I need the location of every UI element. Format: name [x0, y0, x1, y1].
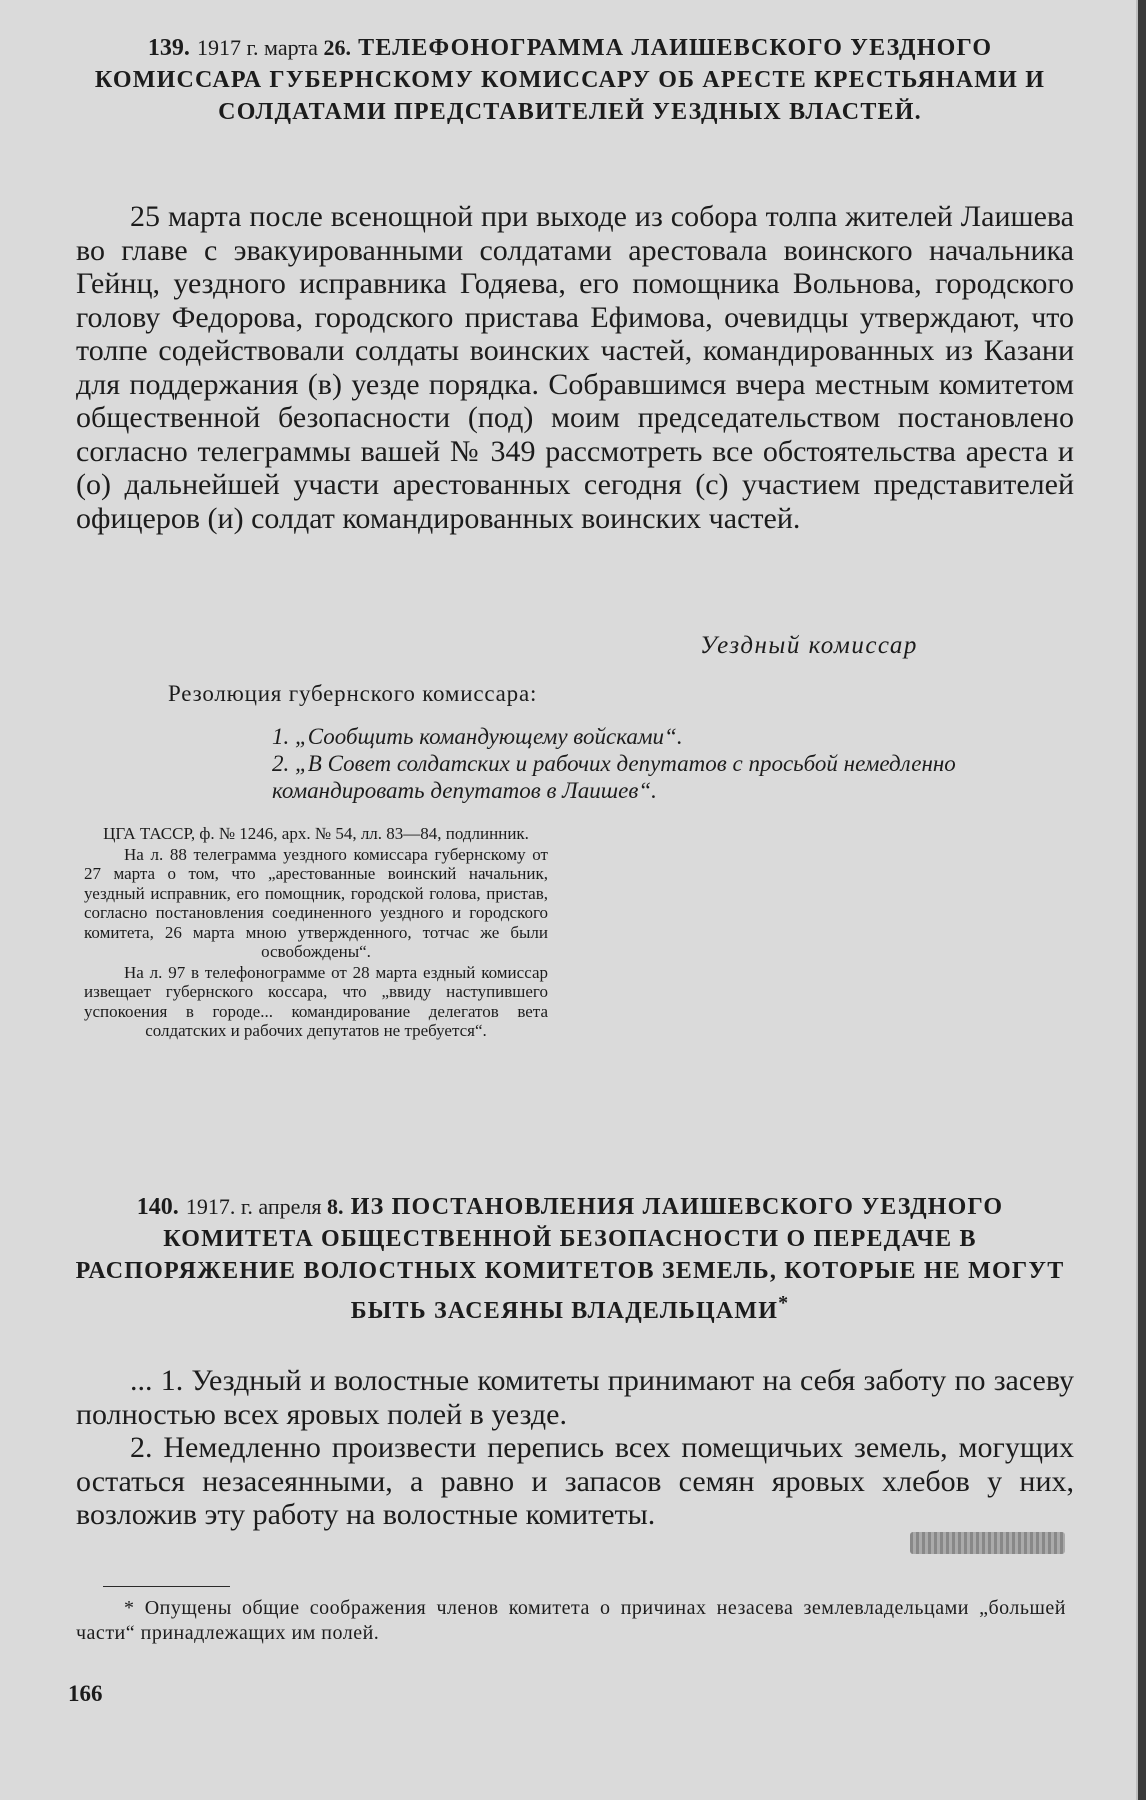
- document-number: 139.: [147, 35, 190, 61]
- document-date: [186, 1194, 344, 1219]
- body-paragraph: 2. Немедленно произвести перепись всех помещичьих земель, могущих остаться незасеянными, а равно и запасов семян яровых хлебов у них, возложив эту работу на волостные комитеты.: [76, 1431, 1074, 1531]
- document-139-body: [76, 200, 1074, 535]
- archive-note: На л. 88 телеграмма уездного комиссара губернскому от 27 марта о том, что „арестованные воинский начальник, уездный исправник, его помощник, городской голова, пристав, согласно постановления соединенного уездного и городского комитета, 26 марта мною утвержденного, тотчас же были освобождены“.: [84, 844, 548, 961]
- date-day: 26.: [323, 35, 351, 60]
- footnote-divider: [103, 1586, 230, 1587]
- footnote: [76, 1596, 1066, 1646]
- document-139-heading: [70, 32, 1070, 128]
- resolution-item: 1. „Сообщить командующему войсками“.: [272, 724, 683, 749]
- archive-notes: [84, 824, 548, 1041]
- library-stamp: [910, 1532, 1065, 1554]
- footnote-marker: *: [778, 1292, 790, 1314]
- document-number: 140.: [136, 1194, 179, 1220]
- date-day: 8.: [327, 1194, 344, 1219]
- resolution-item: 2. „В Совет солдатских и рабочих депутатов с просьбой немедленно командировать депутатов в Лаишев“.: [272, 751, 956, 803]
- document-title: ИЗ ПОСТАНОВЛЕНИЯ ЛАИШЕВСКОГО УЕЗДНОГО КОМИТЕТА ОБЩЕСТВЕННОЙ БЕЗОПАСНОСТИ О ПЕРЕДАЧЕ В РАСПОРЯЖЕНИЕ ВОЛОСТНЫХ КОМИТЕТОВ ЗЕМЕЛЬ, КОТОРЫЕ НЕ МОГУТ БЫТЬ ЗАСЕЯНЫ ВЛАДЕЛЬЦАМИ: [75, 1194, 1065, 1324]
- date-prefix: 1917. г. апреля: [185, 1194, 322, 1219]
- signature: Уездный комиссар: [700, 632, 918, 659]
- page-number: 166: [68, 1681, 103, 1706]
- document-140-heading: [70, 1191, 1070, 1327]
- body-paragraph: 25 марта после всенощной при выходе из собора толпа жителей Лаишева во главе с эвакуированными солдатами арестовала воинского начальника Гейнц, уездного исправника Годяева, его помощника Вольнова, городского голову Федорова, городского пристава Ефимова, очевидцы утверждают, что толпе содействовали солдаты воинских частей, командированных из Казани для поддержания (в) уезде порядка. Собравшимся вчера местным комитетом общественной безопасности (под) моим председательством постановлено согласно телеграммы вашей № 349 рассмотреть все обстоятельства ареста и (о) дальнейшей участи арестованных сегодня (с) участием представителей офицеров (и) солдат командированных воинских частей.: [76, 200, 1074, 535]
- body-paragraph: ... 1. Уездный и волостные комитеты принимают на себя заботу по засеву полностью всех яровых полей в уезде.: [76, 1364, 1074, 1431]
- document-date: [197, 35, 351, 60]
- archive-note: На л. 97 в телефонограмме от 28 марта ездный комиссар извещает губернского коссара, что „ввиду наступившего успокоения в городе... командирование делегатов вета солдатских и рабочих депутатов не требуется“.: [84, 962, 548, 1040]
- document-title: ТЕЛЕФОНОГРАММА ЛАИШЕВСКОГО УЕЗДНОГО КОМИССАРА ГУБЕРНСКОМУ КОМИССАРУ ОБ АРЕСТЕ КРЕСТЬЯНАМИ И СОЛДАТАМИ ПРЕДСТАВИТЕЛЕЙ УЕЗДНЫХ ВЛАСТЕЙ.: [94, 35, 1046, 125]
- footnote-text: * Опущены общие соображения членов комитета о причинах незасева землевладельцами „большей части“ принадлежащих им полей.: [76, 1597, 1066, 1644]
- archive-source: ЦГА ТАССР, ф. № 1246, арх. № 54, лл. 83—84, подлинник.: [103, 824, 529, 843]
- document-140-body: [76, 1364, 1074, 1532]
- date-prefix: 1917 г. марта: [197, 35, 318, 60]
- resolution-list: [272, 723, 1072, 804]
- resolution-label: Резолюция губернского комиссара:: [168, 681, 538, 706]
